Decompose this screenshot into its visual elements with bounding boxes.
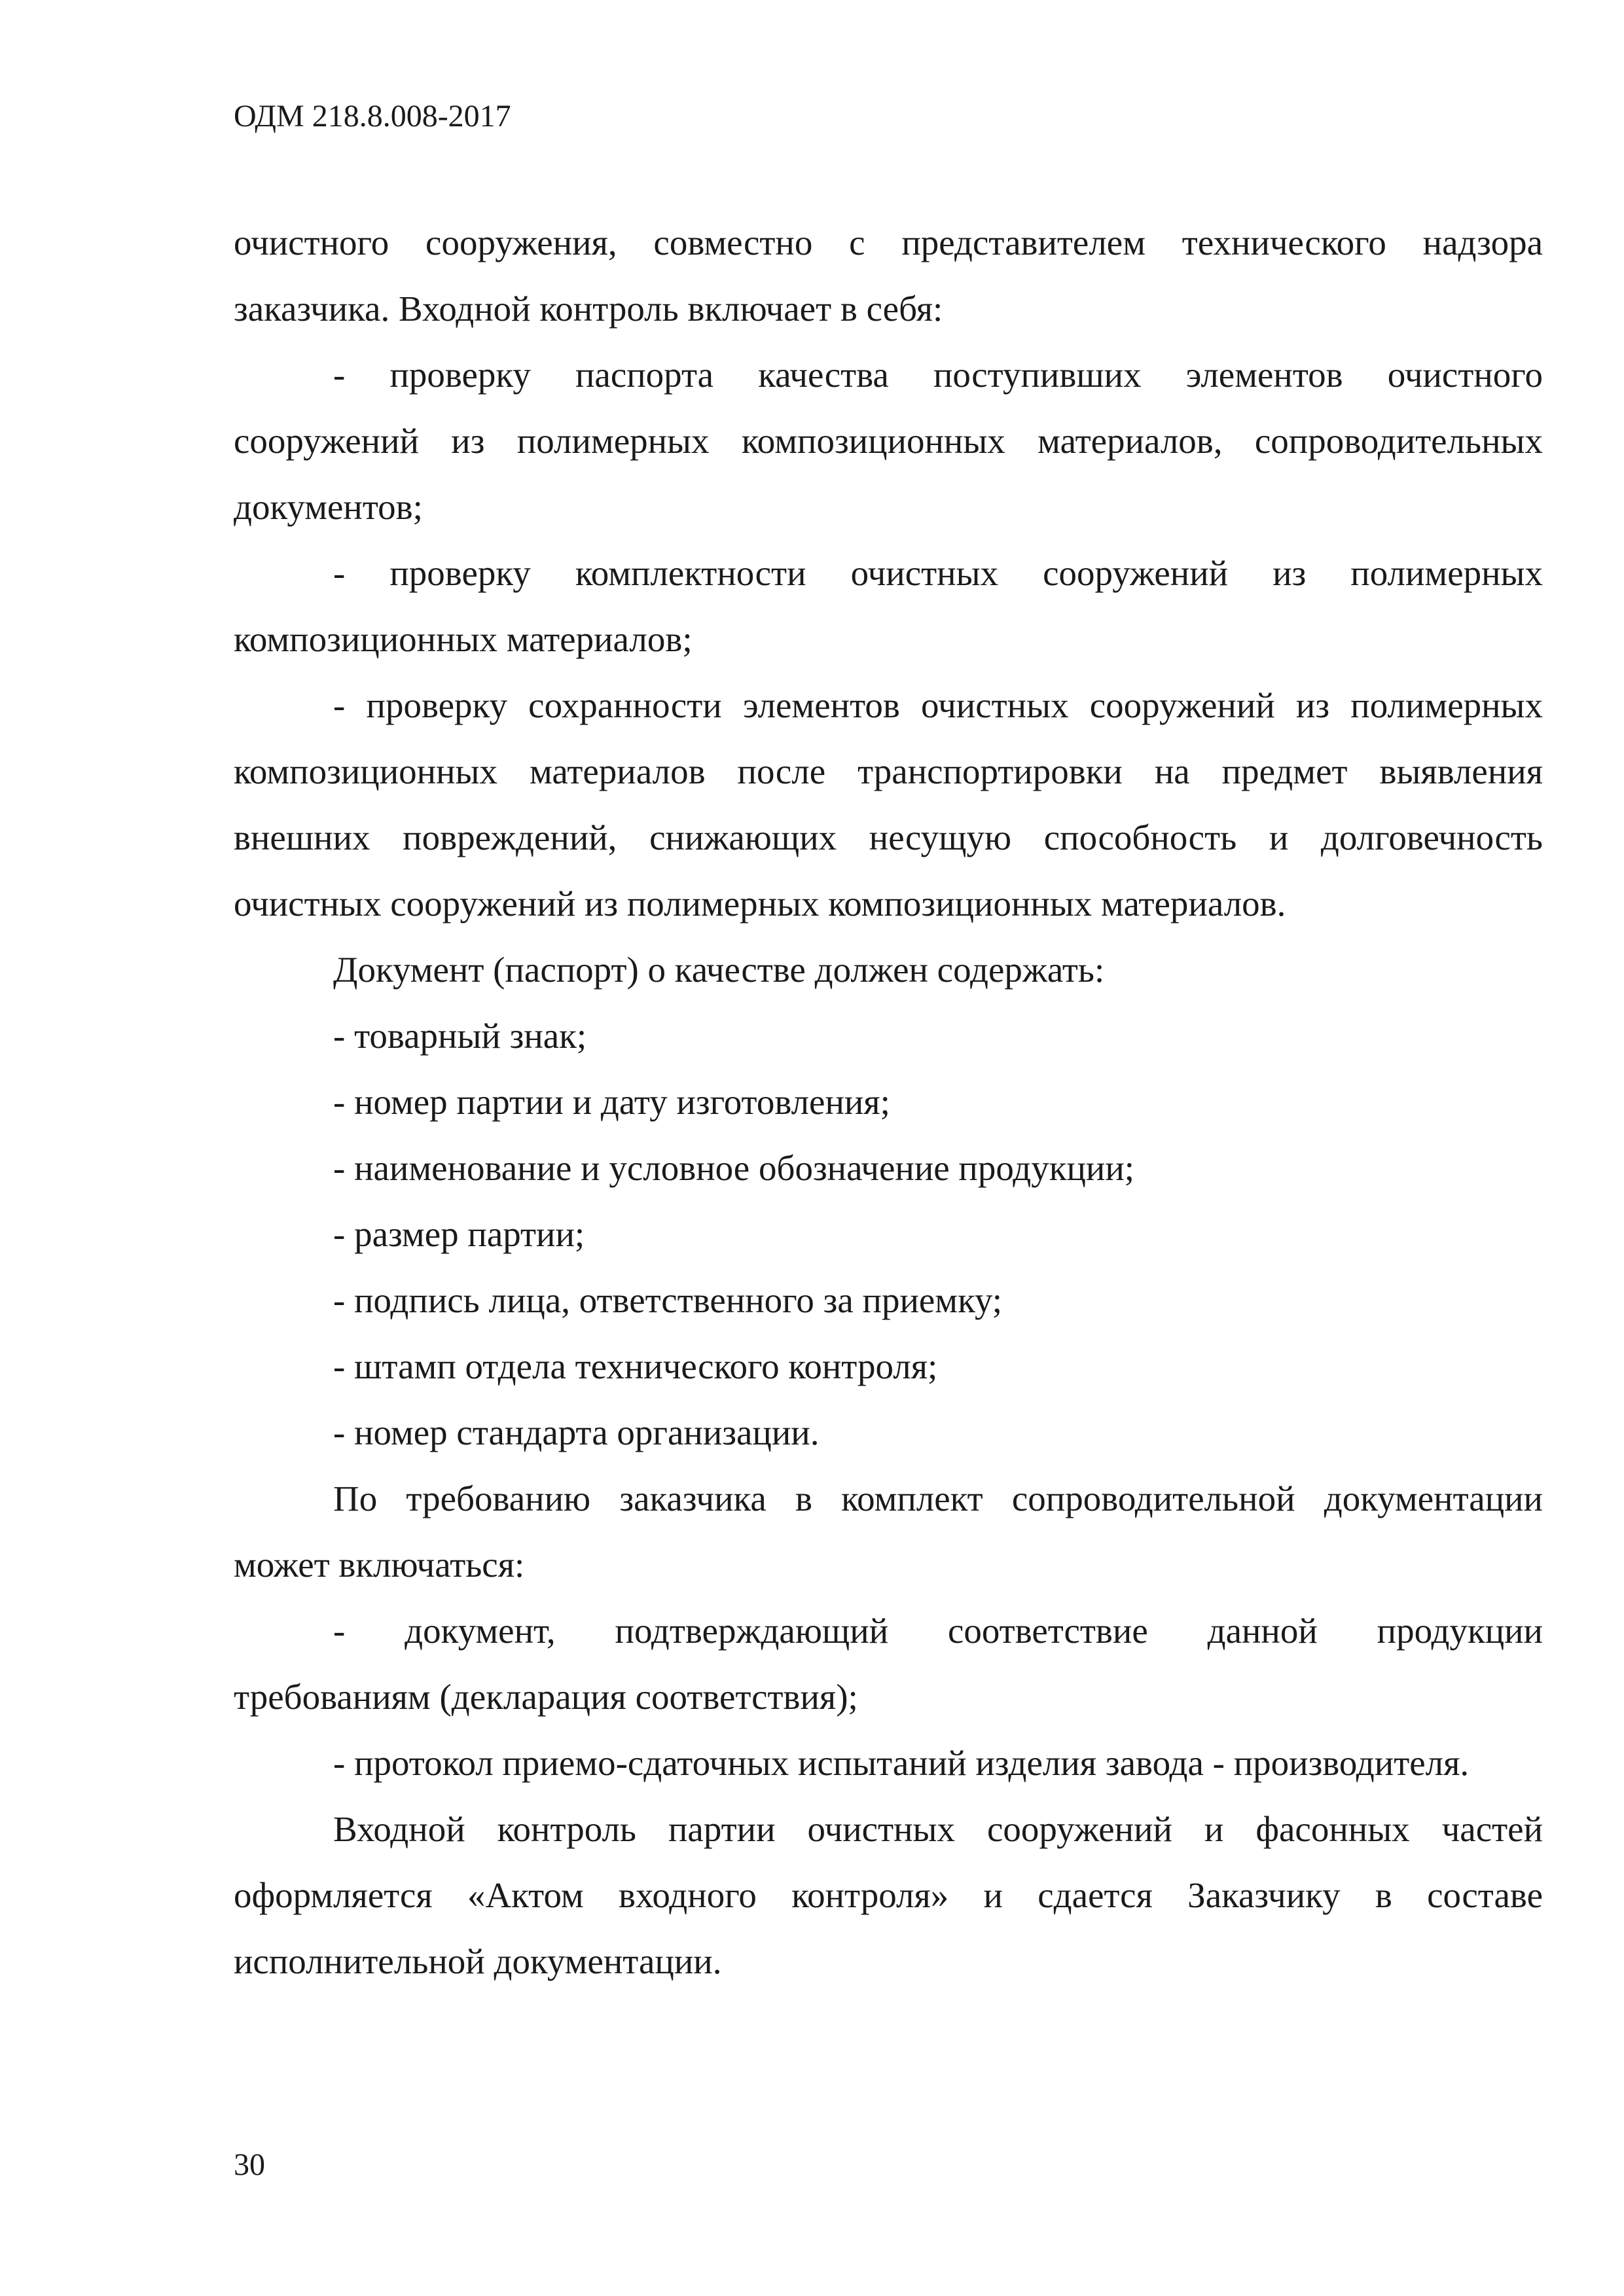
- text-line: - проверку сохранности элементов очистных сооружений из полимерных: [333, 685, 1543, 725]
- list-item: - номер стандарта организации.: [333, 1412, 820, 1452]
- text-line: - проверку комплектности очистных сооружений из полимерных: [333, 553, 1543, 593]
- list-item: - размер партии;: [333, 1214, 585, 1254]
- text-line: композиционных материалов;: [234, 619, 693, 659]
- page-number: 30: [234, 2147, 265, 2182]
- list-item: - товарный знак;: [333, 1016, 587, 1056]
- text-line: сооружений из полимерных композиционных материалов, сопроводительных: [234, 421, 1543, 461]
- text-line: - проверку паспорта качества поступивших элементов очистного: [333, 355, 1543, 395]
- text-line: очистного сооружения, совместно с представителем технического надзора: [234, 223, 1543, 262]
- text-line: исполнительной документации.: [234, 1941, 722, 1981]
- text-line: - документ, подтверждающий соответствие данной продукции: [333, 1611, 1543, 1651]
- text-line: композиционных материалов после транспортировки на предмет выявления: [234, 751, 1543, 791]
- list-item: - штамп отдела технического контроля;: [333, 1346, 938, 1386]
- body-text: [234, 209, 1543, 1994]
- text-line: требованиям (декларация соответствия);: [234, 1677, 858, 1717]
- text-line: По требованию заказчика в комплект сопроводительной документации: [333, 1479, 1543, 1518]
- text-line: Документ (паспорт) о качестве должен содержать:: [333, 950, 1105, 990]
- text-line: может включаться:: [234, 1545, 525, 1585]
- text-line: очистных сооружений из полимерных композиционных материалов.: [234, 884, 1286, 924]
- list-item: - номер партии и дату изготовления;: [333, 1082, 890, 1122]
- list-item: - наименование и условное обозначение продукции;: [333, 1148, 1135, 1188]
- text-line: Входной контроль партии очистных сооружений и фасонных частей: [333, 1809, 1543, 1849]
- text-line: - протокол приемо-сдаточных испытаний изделия завода - производителя.: [333, 1743, 1470, 1783]
- text-line: документов;: [234, 487, 423, 527]
- text-line: внешних повреждений, снижающих несущую способность и долговечность: [234, 817, 1543, 857]
- text-line: заказчика. Входной контроль включает в себя:: [234, 289, 943, 329]
- text-line: оформляется «Актом входного контроля» и сдается Заказчику в составе: [234, 1875, 1543, 1915]
- document-code: ОДМ 218.8.008-2017: [234, 99, 511, 134]
- list-item: - подпись лица, ответственного за приемку;: [333, 1280, 1003, 1320]
